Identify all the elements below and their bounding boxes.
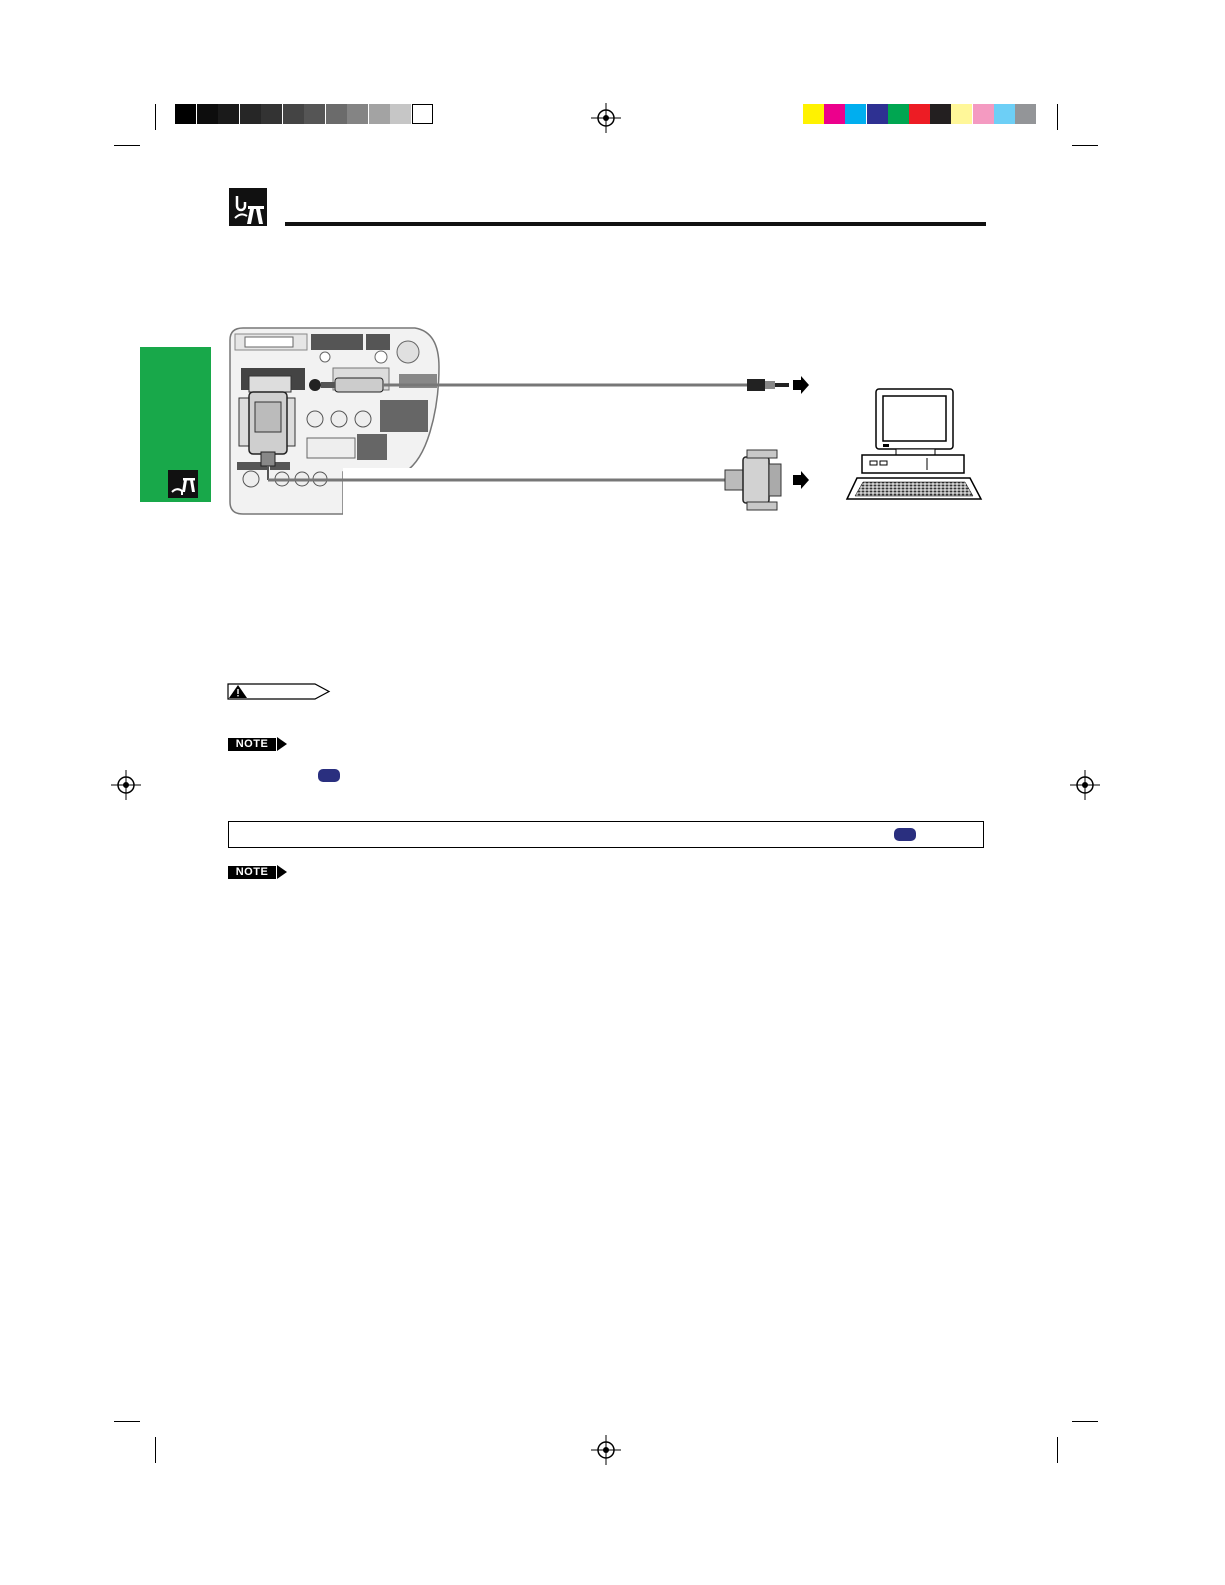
gray-swatch [304, 104, 325, 124]
registration-mark-bottom-icon [591, 1435, 621, 1465]
info-box [228, 821, 984, 848]
gray-swatch [197, 104, 218, 124]
crop-mark-bottom-left-h [114, 1421, 140, 1422]
computer-icon [847, 389, 981, 499]
crop-mark-bottom-right-v [1057, 1437, 1058, 1463]
crop-mark-top-right-h [1072, 145, 1098, 146]
color-swatch [867, 104, 888, 124]
registration-mark-left-icon [111, 770, 141, 800]
crop-mark-bottom-left-v [155, 1437, 156, 1463]
note-label: NOTE [228, 738, 276, 751]
color-swatch [951, 104, 972, 124]
gray-swatch [369, 104, 390, 124]
gray-swatch [218, 104, 239, 124]
crop-mark-bottom-right-h [1072, 1421, 1098, 1422]
color-swatch [973, 104, 994, 124]
color-swatch [845, 104, 866, 124]
audio-plug-computer-end [747, 376, 809, 394]
connection-plug-icon [229, 188, 267, 226]
note-label: NOTE [228, 866, 276, 879]
note-arrow-icon [277, 737, 287, 751]
gray-swatch [175, 104, 196, 124]
connection-plug-icon [168, 470, 198, 498]
note-arrow-icon [277, 865, 287, 879]
page-reference-badge[interactable] [318, 769, 340, 782]
gray-swatch [240, 104, 261, 124]
gray-swatch [326, 104, 347, 124]
rgb-plug-computer-end [725, 450, 809, 510]
gray-swatch [283, 104, 304, 124]
registration-mark-top-icon [591, 103, 621, 133]
page-reference-badge[interactable] [894, 828, 916, 841]
crop-mark-top-left-v [155, 104, 156, 130]
header-rule [285, 222, 986, 226]
color-swatch [803, 104, 824, 124]
gray-swatch [347, 104, 368, 124]
color-swatch [930, 104, 951, 124]
connection-diagram [225, 322, 995, 522]
color-swatch [909, 104, 930, 124]
gray-swatch [412, 104, 433, 124]
crop-mark-top-right-v [1057, 104, 1058, 130]
color-swatch [1015, 104, 1036, 124]
crop-mark-top-left-h [114, 145, 140, 146]
caution-label [227, 683, 331, 700]
color-swatch [994, 104, 1015, 124]
color-swatch [824, 104, 845, 124]
gray-swatch [390, 104, 411, 124]
registration-mark-right-icon [1070, 770, 1100, 800]
color-swatch [888, 104, 909, 124]
gray-swatch [261, 104, 282, 124]
